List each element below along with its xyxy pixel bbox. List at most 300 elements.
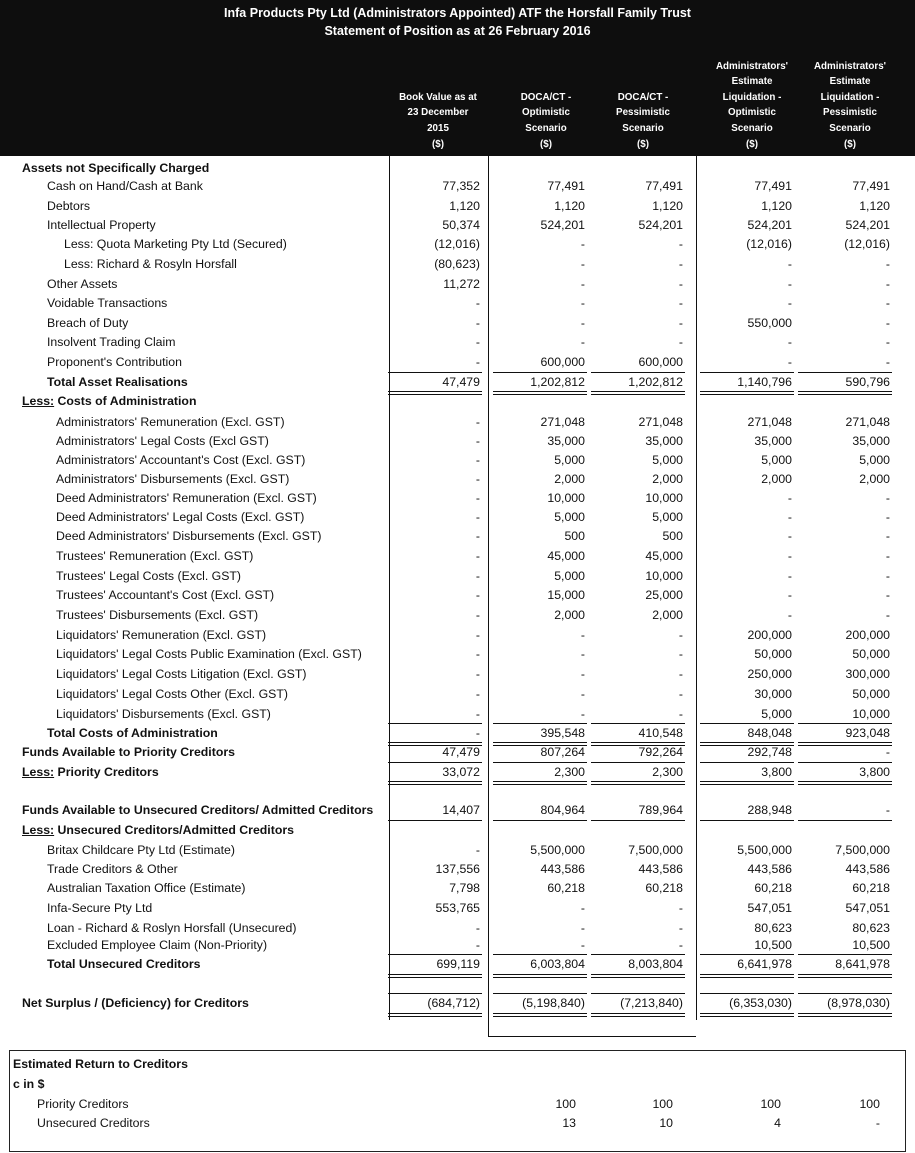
cell-value: - <box>678 316 683 330</box>
cell-value: - <box>475 707 480 721</box>
cell-value: 10,000 <box>852 707 890 721</box>
cell-value: - <box>678 296 683 310</box>
cell-value: 923,048 <box>845 726 890 740</box>
cell-value: - <box>787 257 792 271</box>
column-header-line: 2015 <box>427 123 449 134</box>
rule-line <box>493 742 587 746</box>
returns-title: Estimated Return to Creditors <box>13 1057 188 1071</box>
table-row <box>0 508 915 527</box>
cell-value: 500 <box>662 529 683 543</box>
company-title: Infa Products Pty Ltd (Administrators Appointed) ATF the Horsfall Family Trust <box>224 6 691 20</box>
cell-value: - <box>475 355 480 369</box>
cell-value: - <box>787 569 792 583</box>
cell-value: - <box>885 257 890 271</box>
table-row <box>0 216 915 235</box>
table-row <box>0 159 915 178</box>
column-header-line: Scenario <box>829 123 871 134</box>
row-label: Other Assets <box>47 277 118 291</box>
table-row <box>0 294 915 313</box>
cell-value: 2,300 <box>554 765 585 779</box>
rule-line <box>798 1013 892 1017</box>
table-row <box>0 841 915 860</box>
cell-value: - <box>475 491 480 505</box>
column-header-line: ($) <box>540 139 552 150</box>
cell-value: 1,120 <box>761 199 792 213</box>
row-label: Liquidators' Legal Costs Public Examination (Excl. GST) <box>56 647 362 661</box>
table-row <box>0 567 915 586</box>
table-row <box>0 451 915 470</box>
cell-value: 2,000 <box>554 472 585 486</box>
row-label: Deed Administrators' Legal Costs (Excl. GST) <box>56 510 305 524</box>
cell-value: - <box>475 588 480 602</box>
cell-value: - <box>678 647 683 661</box>
cell-value: 804,964 <box>540 803 585 817</box>
cell-value: 524,201 <box>638 218 683 232</box>
cell-value: 47,479 <box>442 745 480 759</box>
rule-line <box>798 762 892 763</box>
row-label: Debtors <box>47 199 91 213</box>
column-header-line: ($) <box>844 139 856 150</box>
rule-line <box>591 391 685 395</box>
rule-line <box>700 391 794 395</box>
rule-line <box>493 1013 587 1017</box>
table-row <box>0 685 915 704</box>
cell-value: - <box>678 237 683 251</box>
cell-value: - <box>787 549 792 563</box>
cell-value: 600,000 <box>540 355 585 369</box>
rule-line <box>591 723 685 724</box>
rule-line <box>388 820 482 821</box>
rule-line <box>493 391 587 395</box>
cell-value: 77,352 <box>442 179 480 193</box>
cell-value: 10,000 <box>645 491 683 505</box>
cell-value: 50,000 <box>852 687 890 701</box>
rule-line <box>798 993 892 994</box>
column-header-line: DOCA/CT - <box>520 92 572 103</box>
rule-line <box>798 372 892 373</box>
column-divider <box>389 156 390 1020</box>
cell-value: - <box>580 296 585 310</box>
cell-value: 5,000 <box>761 453 792 467</box>
cell-value: - <box>580 237 585 251</box>
cell-value: - <box>580 628 585 642</box>
cell-value: - <box>678 335 683 349</box>
rule-line <box>700 723 794 724</box>
cell-value: 300,000 <box>845 667 890 681</box>
row-label: Loan - Richard & Roslyn Horsfall (Unsecured) <box>47 921 297 935</box>
cell-value: 1,202,812 <box>530 375 585 389</box>
cell-value: 10,500 <box>852 938 890 952</box>
column-header-line: Optimistic <box>728 107 776 118</box>
cell-value: - <box>885 588 890 602</box>
table-row <box>0 801 915 820</box>
rule-line <box>591 1013 685 1017</box>
cell-value: 699,119 <box>436 957 480 971</box>
cell-value: 2,000 <box>652 472 683 486</box>
cell-value: 33,072 <box>442 765 480 779</box>
row-label: Voidable Transactions <box>47 296 168 310</box>
cell-value: - <box>885 335 890 349</box>
table-row <box>0 489 915 508</box>
rule-line <box>493 762 587 763</box>
label-text: Costs of Administration <box>54 394 197 408</box>
cell-value: 807,264 <box>540 745 585 759</box>
cell-value: - <box>885 510 890 524</box>
cell-value: 35,000 <box>547 434 585 448</box>
cell-value: - <box>678 707 683 721</box>
cell-value: - <box>885 491 890 505</box>
cell-value: 250,000 <box>747 667 792 681</box>
row-label: Trustees' Legal Costs (Excl. GST) <box>56 569 242 583</box>
table-row <box>0 333 915 352</box>
cell-value: 3,800 <box>859 765 890 779</box>
label-text: Unsecured Creditors/Admitted Creditors <box>54 823 294 837</box>
cell-value: 25,000 <box>645 588 683 602</box>
cell-value: 77,491 <box>645 179 683 193</box>
cell-value: - <box>885 316 890 330</box>
cell-value: (6,353,030) <box>729 996 792 1010</box>
cell-value: 35,000 <box>754 434 792 448</box>
cell-value: 5,500,000 <box>737 843 792 857</box>
row-label <box>22 392 196 411</box>
less-prefix: Less: <box>22 823 55 837</box>
cell-value: 5,000 <box>652 510 683 524</box>
cell-value: - <box>580 687 585 701</box>
cell-value: - <box>475 472 480 486</box>
cell-value: 1,120 <box>449 199 480 213</box>
rule-line <box>798 820 892 821</box>
column-header-line: Administrators' <box>715 61 788 72</box>
column-header-line: Scenario <box>622 123 664 134</box>
table-row <box>0 470 915 489</box>
rule-line <box>700 762 794 763</box>
rule-line <box>493 723 587 724</box>
table-row <box>0 177 915 196</box>
row-label: Infa-Secure Pty Ltd <box>47 901 153 915</box>
rule-line <box>700 954 794 955</box>
column-header-line: Estimate <box>829 76 871 87</box>
returns-value: 4 <box>774 1116 781 1130</box>
row-label: Liquidators' Legal Costs Other (Excl. GST) <box>56 687 288 701</box>
column-header-line: Optimistic <box>522 107 570 118</box>
row-label: Breach of Duty <box>47 316 129 330</box>
rule-line <box>388 954 482 955</box>
row-label: Net Surplus / (Deficiency) for Creditors <box>22 996 249 1010</box>
table-row <box>0 724 915 743</box>
cell-value: 271,048 <box>540 415 585 429</box>
column-header-line: Scenario <box>731 123 773 134</box>
rule-line <box>700 974 794 978</box>
cell-value: - <box>787 277 792 291</box>
cell-value: 553,765 <box>435 901 480 915</box>
cell-value: 77,491 <box>547 179 585 193</box>
cell-value: - <box>475 453 480 467</box>
row-label: Total Asset Realisations <box>47 375 188 389</box>
cell-value: (5,198,840) <box>522 996 585 1010</box>
cell-value: 600,000 <box>638 355 683 369</box>
cell-value: (8,978,030) <box>827 996 890 1010</box>
cell-value: - <box>787 510 792 524</box>
cell-value: 443,586 <box>845 862 890 876</box>
rule-line <box>798 723 892 724</box>
row-label: Less: Quota Marketing Pty Ltd (Secured) <box>64 237 287 251</box>
cell-value: (12,016) <box>746 237 792 251</box>
estimated-return-box <box>9 1050 906 1152</box>
table-row <box>0 705 915 724</box>
cell-value: 443,586 <box>638 862 683 876</box>
cell-value: - <box>580 707 585 721</box>
row-label: Trustees' Accountant's Cost (Excl. GST) <box>56 588 275 602</box>
returns-unit: c in $ <box>13 1077 45 1091</box>
cell-value: 5,500,000 <box>530 843 585 857</box>
cell-value: - <box>678 921 683 935</box>
cell-value: - <box>678 628 683 642</box>
cell-value: - <box>475 335 480 349</box>
cell-value: (12,016) <box>844 237 890 251</box>
row-label: Trustees' Remuneration (Excl. GST) <box>56 549 254 563</box>
cell-value: - <box>787 529 792 543</box>
rule-line <box>388 781 482 785</box>
table-row <box>0 373 915 392</box>
cell-value: - <box>475 687 480 701</box>
cell-value: 11,272 <box>443 277 480 291</box>
row-label: Proponent's Contribution <box>47 355 182 369</box>
cell-value: 10,500 <box>754 938 792 952</box>
cell-value: (7,213,840) <box>620 996 683 1010</box>
cell-value: 35,000 <box>645 434 683 448</box>
cell-value: 60,218 <box>754 881 792 895</box>
cell-value: - <box>475 647 480 661</box>
row-label: Administrators' Accountant's Cost (Excl. GST) <box>56 453 306 467</box>
cell-value: 45,000 <box>547 549 585 563</box>
table-row <box>0 197 915 216</box>
table-row <box>0 432 915 451</box>
rule-line <box>798 974 892 978</box>
cell-value: (80,623) <box>434 257 480 271</box>
rule-line <box>591 820 685 821</box>
row-label: Intellectual Property <box>47 218 156 232</box>
column-header-line: ($) <box>746 139 758 150</box>
cell-value: 5,000 <box>554 510 585 524</box>
cell-value: 5,000 <box>859 453 890 467</box>
cell-value: - <box>475 938 480 952</box>
column-header-line: Pessimistic <box>823 107 877 118</box>
cell-value: 137,556 <box>435 862 480 876</box>
column-divider <box>696 156 697 1020</box>
cell-value: 271,048 <box>845 415 890 429</box>
rule-line <box>700 820 794 821</box>
row-label: Deed Administrators' Disbursements (Excl. GST) <box>56 529 322 543</box>
rule-line <box>388 723 482 724</box>
cell-value: 2,000 <box>652 608 683 622</box>
cell-value: 5,000 <box>652 453 683 467</box>
cell-value: 2,300 <box>652 765 683 779</box>
returns-value: 100 <box>652 1097 673 1111</box>
cell-value: 35,000 <box>852 434 890 448</box>
cell-value: - <box>475 667 480 681</box>
doca-box-bottom <box>488 1036 696 1037</box>
cell-value: 1,120 <box>554 199 585 213</box>
table-row <box>0 275 915 294</box>
cell-value: 80,623 <box>754 921 792 935</box>
cell-value: 410,548 <box>638 726 683 740</box>
returns-value: 10 <box>659 1116 673 1130</box>
table-row <box>0 527 915 546</box>
cell-value: 443,586 <box>747 862 792 876</box>
row-label: Total Costs of Administration <box>47 726 218 740</box>
table-row <box>0 879 915 898</box>
cell-value: - <box>787 355 792 369</box>
cell-value: - <box>475 726 480 740</box>
cell-value: - <box>580 921 585 935</box>
cell-value: - <box>580 316 585 330</box>
row-label: Administrators' Remuneration (Excl. GST) <box>56 415 285 429</box>
cell-value: 5,000 <box>761 707 792 721</box>
cell-value: 395,548 <box>540 726 585 740</box>
cell-value: 1,140,796 <box>737 375 792 389</box>
cell-value: 5,000 <box>554 453 585 467</box>
cell-value: 60,218 <box>645 881 683 895</box>
cell-value: - <box>580 277 585 291</box>
cell-value: 2,000 <box>859 472 890 486</box>
cell-value: - <box>475 415 480 429</box>
cell-value: - <box>580 335 585 349</box>
cell-value: - <box>885 803 890 817</box>
cell-value: - <box>787 296 792 310</box>
label-text: Priority Creditors <box>54 765 159 779</box>
cell-value: 6,641,978 <box>737 957 792 971</box>
cell-value: 50,000 <box>852 647 890 661</box>
cell-value: 590,796 <box>845 375 890 389</box>
returns-row-label: Priority Creditors <box>37 1097 129 1111</box>
table-row <box>0 626 915 645</box>
cell-value: - <box>475 843 480 857</box>
rule-line <box>591 954 685 955</box>
table-row <box>0 860 915 879</box>
row-label: Cash on Hand/Cash at Bank <box>47 179 203 193</box>
returns-value: 100 <box>760 1097 781 1111</box>
cell-value: 8,003,804 <box>628 957 683 971</box>
cell-value: 271,048 <box>747 415 792 429</box>
cell-value: - <box>885 569 890 583</box>
cell-value: 7,798 <box>449 881 480 895</box>
rule-line <box>798 391 892 395</box>
column-divider <box>488 156 489 1036</box>
cell-value: - <box>787 608 792 622</box>
cell-value: 848,048 <box>747 726 792 740</box>
cell-value: - <box>787 491 792 505</box>
cell-value: 200,000 <box>747 628 792 642</box>
returns-value: 13 <box>562 1116 576 1130</box>
table-row <box>0 955 915 974</box>
row-label: Insolvent Trading Claim <box>47 335 176 349</box>
rule-line <box>388 372 482 373</box>
table-row <box>0 353 915 372</box>
cell-value: - <box>885 277 890 291</box>
column-header-line: Administrators' <box>813 61 886 72</box>
cell-value: 524,201 <box>747 218 792 232</box>
rule-line <box>700 781 794 785</box>
table-row <box>0 763 915 782</box>
cell-value: 60,218 <box>852 881 890 895</box>
returns-value: 100 <box>555 1097 576 1111</box>
cell-value: 8,641,978 <box>835 957 890 971</box>
table-row <box>0 821 915 840</box>
returns-row-label: Unsecured Creditors <box>37 1116 150 1130</box>
cell-value: - <box>475 549 480 563</box>
cell-value: - <box>678 277 683 291</box>
rule-line <box>388 974 482 978</box>
cell-value: 10,000 <box>547 491 585 505</box>
cell-value: 2,000 <box>761 472 792 486</box>
rule-line <box>388 742 482 746</box>
table-row <box>0 547 915 566</box>
cell-value: 789,964 <box>638 803 683 817</box>
cell-value: 1,202,812 <box>628 375 683 389</box>
column-header-line: Book Value as at <box>399 92 477 103</box>
cell-value: 50,374 <box>442 218 480 232</box>
column-header-line: 23 December <box>407 107 469 118</box>
cell-value: 10,000 <box>645 569 683 583</box>
row-label: Administrators' Legal Costs (Excl GST) <box>56 434 269 448</box>
cell-value: 60,218 <box>547 881 585 895</box>
rule-line <box>493 372 587 373</box>
row-label: Assets not Specifically Charged <box>22 161 210 175</box>
rule-line <box>388 762 482 763</box>
cell-value: - <box>580 938 585 952</box>
column-header-line: Scenario <box>525 123 567 134</box>
cell-value: - <box>580 667 585 681</box>
cell-value: - <box>787 588 792 602</box>
rule-line <box>700 1013 794 1017</box>
returns-value: - <box>875 1116 880 1130</box>
row-label: Deed Administrators' Remuneration (Excl. GST) <box>56 491 317 505</box>
cell-value: 200,000 <box>845 628 890 642</box>
cell-value: 6,003,804 <box>530 957 585 971</box>
cell-value: - <box>885 529 890 543</box>
cell-value: 271,048 <box>638 415 683 429</box>
row-label: Administrators' Disbursements (Excl. GST) <box>56 472 290 486</box>
row-label: Liquidators' Disbursements (Excl. GST) <box>56 707 271 721</box>
cell-value: - <box>678 667 683 681</box>
cell-value: 792,264 <box>638 745 683 759</box>
rule-line <box>591 762 685 763</box>
row-label: Funds Available to Priority Creditors <box>22 745 235 759</box>
rule-line <box>700 742 794 746</box>
table-row <box>0 899 915 918</box>
cell-value: - <box>475 628 480 642</box>
cell-value: 3,800 <box>761 765 792 779</box>
rule-line <box>493 820 587 821</box>
table-row <box>0 665 915 684</box>
row-label <box>22 821 294 840</box>
row-label: Liquidators' Remuneration (Excl. GST) <box>56 628 267 642</box>
cell-value: 443,586 <box>540 862 585 876</box>
cell-value: - <box>678 938 683 952</box>
row-label: Total Unsecured Creditors <box>47 957 201 971</box>
row-label: Funds Available to Unsecured Creditors/ Admitted Creditors <box>22 803 374 817</box>
rule-line <box>591 974 685 978</box>
column-header-line: Pessimistic <box>616 107 670 118</box>
table-row <box>0 255 915 274</box>
row-label: Trustees' Disbursements (Excl. GST) <box>56 608 259 622</box>
row-label: Liquidators' Legal Costs Litigation (Excl. GST) <box>56 667 307 681</box>
cell-value: 7,500,000 <box>835 843 890 857</box>
row-label: Less: Richard & Rosyln Horsfall <box>64 257 237 271</box>
cell-value: 288,948 <box>747 803 792 817</box>
table-row <box>0 936 915 955</box>
column-header-line: Liquidation - <box>820 92 880 103</box>
